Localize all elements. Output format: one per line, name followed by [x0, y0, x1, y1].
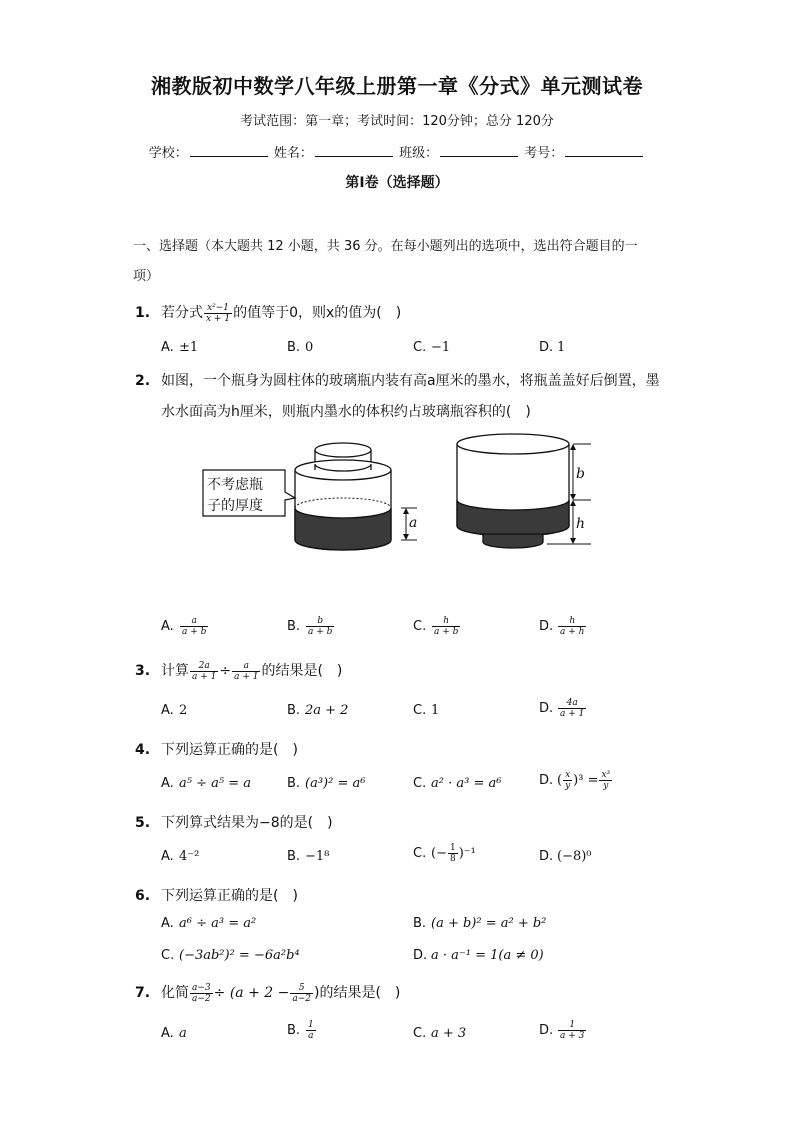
q7-option-a[interactable]: [161, 1026, 187, 1041]
frac-den: a + 1: [560, 709, 585, 719]
option-letter: A.: [161, 340, 174, 355]
page-title: 湘教版初中数学八年级上册第一章《分式》单元测试卷: [151, 74, 643, 98]
option-value: 1: [431, 703, 440, 718]
section-heading: 一、选择题（本大题共 12 小题，共 36 分。在每小题列出的选项中，选出符合题目的一: [133, 239, 638, 254]
option-value: a · a⁻¹ = 1(a ≠ 0): [431, 948, 544, 963]
option-fraction: [558, 1020, 586, 1041]
question-number: 2.: [135, 373, 151, 389]
option-value: −1: [431, 340, 451, 355]
q6-option-d[interactable]: [413, 948, 544, 963]
q3-fraction-1: [190, 661, 218, 682]
frac-den: a + 1: [192, 671, 217, 682]
option-value: 0: [305, 340, 314, 355]
option-letter: C.: [413, 1026, 427, 1041]
q6-option-a[interactable]: [161, 916, 256, 931]
frac-den: a + b: [182, 627, 207, 637]
part-title: 第I卷（选择题）: [345, 175, 449, 191]
option-post: )⁻¹: [458, 846, 476, 861]
q5-option-b[interactable]: [287, 849, 329, 864]
frac-num: 1: [308, 1020, 314, 1030]
section-heading-cont: 项）: [133, 269, 160, 284]
frac-den: 8: [449, 854, 456, 864]
q1-option-d[interactable]: [539, 340, 565, 355]
option-fraction: [306, 616, 334, 637]
q3-option-b[interactable]: [287, 703, 348, 718]
q7-text-mid: ÷ (a + 2 −: [213, 985, 290, 1001]
bottle-figure: [195, 430, 595, 555]
label-a: a: [409, 515, 418, 531]
option-value: a⁶ ÷ a³ = a²: [179, 916, 257, 931]
question-number: 7.: [135, 985, 151, 1001]
q4-option-c[interactable]: [413, 776, 501, 791]
q3-option-d[interactable]: [539, 698, 587, 719]
option-letter: B.: [287, 340, 301, 355]
frac-num: b: [306, 616, 334, 627]
option-value: (a³)² = a⁶: [305, 776, 366, 791]
frac-den: a: [308, 1031, 314, 1041]
option-fraction: [448, 843, 458, 864]
option-fraction: [432, 616, 460, 637]
option-letter: D.: [539, 701, 554, 716]
frac-num: a: [180, 616, 208, 627]
frac-den: y: [565, 781, 571, 791]
q5-option-a[interactable]: [161, 849, 199, 864]
frac-num: 5: [290, 983, 313, 994]
q4-option-a[interactable]: [161, 776, 251, 791]
q5-option-d[interactable]: [539, 849, 592, 864]
q4-text: 下列运算正确的是( ): [161, 742, 298, 758]
option-letter: C.: [413, 846, 427, 861]
option-fraction: [563, 770, 572, 791]
option-letter: A.: [161, 776, 174, 791]
frac-den: a + b: [434, 627, 459, 637]
callout-note: [203, 470, 295, 516]
divide-sign: ÷: [219, 663, 232, 679]
question-number: 5.: [135, 815, 151, 831]
name-blank[interactable]: [315, 144, 393, 157]
q1-option-c[interactable]: [413, 340, 450, 355]
frac-num: 1: [558, 1020, 586, 1031]
class-blank[interactable]: [440, 144, 518, 157]
q5-option-c[interactable]: C. (− $\frac{1}{8}$ )⁻¹: [413, 843, 476, 864]
q1-option-a[interactable]: [161, 340, 198, 355]
option-letter: A.: [161, 849, 174, 864]
option-letter: C.: [161, 948, 175, 963]
frac-num: h: [558, 616, 586, 627]
option-letter: C.: [413, 703, 427, 718]
frac-num: a: [232, 661, 260, 672]
option-fraction: [180, 616, 208, 637]
option-fraction: [558, 698, 586, 719]
frac-num: h: [432, 616, 460, 627]
frac-den: a + b: [308, 627, 333, 637]
option-letter: A.: [161, 619, 174, 634]
option-letter: C.: [413, 340, 427, 355]
q2-text-line1: 如图，一个瓶身为圆柱体的玻璃瓶内装有高a厘米的墨水，将瓶盖盖好后倒置，墨: [161, 373, 660, 389]
class-label: 班级：: [399, 146, 439, 161]
frac-den: a + h: [560, 627, 585, 637]
option-mid: )³ =: [573, 773, 599, 788]
exam-subtitle: 考试范围：第一章；考试时间：120分钟；总分 120分: [240, 114, 554, 129]
q3-option-a[interactable]: [161, 703, 187, 718]
option-letter: D.: [539, 773, 554, 788]
frac-num: x³: [601, 770, 611, 780]
question-5: [135, 812, 333, 832]
q1-fraction: [204, 303, 232, 324]
q4-option-b[interactable]: [287, 776, 365, 791]
option-fraction: [558, 616, 586, 637]
frac-den: a + 3: [560, 1031, 585, 1041]
question-7: [135, 982, 400, 1004]
option-letter: B.: [287, 619, 301, 634]
option-fraction: [306, 1020, 316, 1041]
option-letter: B.: [287, 1023, 301, 1038]
q2-text-line2: 水水面高为h厘米，则瓶内墨水的体积约占玻璃瓶容积的( ): [161, 404, 531, 420]
school-blank[interactable]: [190, 144, 268, 157]
option-letter: A.: [161, 1026, 174, 1041]
option-letter: D.: [413, 948, 428, 963]
option-letter: B.: [413, 916, 427, 931]
name-label: 姓名：: [273, 146, 313, 161]
callout-line1: 不考虑瓶: [207, 477, 263, 493]
frac-num: x: [563, 770, 572, 781]
callout-line2: 子的厚度: [207, 498, 263, 514]
question-number: 3.: [135, 663, 151, 679]
frac-num: a−3: [192, 982, 211, 993]
q4-option-d[interactable]: D. ( $\frac{x}{y}$ )³ = $\frac{\text{x³}}{y}$: [539, 770, 611, 791]
option-letter: B.: [287, 849, 301, 864]
option-letter: D.: [539, 619, 554, 634]
q1-frac-num: x²−1: [204, 303, 232, 314]
question-4: [135, 739, 298, 759]
q3-text-post: 的结果是( ): [261, 663, 343, 679]
student-info-line: [0, 142, 794, 161]
option-value: −1⁸: [305, 849, 330, 864]
question-number: 1.: [135, 305, 151, 321]
q7-fraction-1: [190, 983, 213, 1004]
q7-text-pre: 化简: [161, 985, 189, 1001]
option-letter: C.: [413, 776, 427, 791]
frac-num: 4a: [558, 698, 586, 709]
q7-option-b[interactable]: [287, 1020, 317, 1041]
option-value: a: [179, 1026, 187, 1041]
option-letter: B.: [287, 776, 301, 791]
option-letter: C.: [413, 619, 427, 634]
option-letter: B.: [287, 703, 301, 718]
frac-den: a−2: [192, 993, 211, 1004]
q1-option-b[interactable]: [287, 340, 313, 355]
option-value: (−3ab²)² = −6a²b⁴: [179, 948, 300, 963]
frac-den: y: [603, 781, 609, 791]
option-value: 4⁻²: [179, 849, 200, 864]
q1-frac-den: x + 1: [206, 313, 231, 324]
option-value: ±1: [179, 340, 199, 355]
school-label: 学校：: [148, 146, 188, 161]
q5-text: 下列算式结果为−8的是( ): [161, 815, 333, 831]
option-letter: D.: [539, 1023, 554, 1038]
option-letter: D.: [539, 340, 554, 355]
upright-bottle: [295, 443, 417, 550]
inverted-bottle: [457, 434, 591, 548]
option-value: 1: [557, 340, 566, 355]
question-6: [135, 885, 298, 905]
question-number: 4.: [135, 742, 151, 758]
frac-num: 1: [449, 843, 456, 853]
label-h: h: [576, 516, 586, 532]
option-value: 2a + 2: [305, 703, 349, 718]
frac-den: a−2: [292, 993, 311, 1004]
q7-option-c[interactable]: [413, 1026, 466, 1041]
number-label: 考号：: [524, 146, 564, 161]
question-2: [135, 370, 660, 390]
q2-option-d[interactable]: [539, 616, 587, 637]
option-value: a² · a³ = a⁶: [431, 776, 502, 791]
q7-text-post: )的结果是( ): [314, 985, 401, 1001]
q1-text-pre: 若分式: [161, 305, 203, 321]
option-fraction-2: [599, 770, 612, 791]
q1-text-post: 的值等于0，则x的值为( ): [233, 305, 402, 321]
option-value: 2: [179, 703, 188, 718]
option-value: (−8)⁰: [557, 849, 592, 864]
question-3: [135, 660, 342, 682]
q6-text: 下列运算正确的是( ): [161, 888, 298, 904]
q2-option-a[interactable]: [161, 616, 209, 637]
number-blank[interactable]: [565, 144, 643, 157]
q2-option-c[interactable]: [413, 616, 461, 637]
q6-option-c[interactable]: [161, 948, 300, 963]
q7-option-d[interactable]: [539, 1020, 587, 1041]
q3-option-c[interactable]: [413, 703, 439, 718]
q7-fraction-2: [290, 983, 313, 1004]
frac-num: 2a: [190, 661, 218, 672]
question-number: 6.: [135, 888, 151, 904]
label-b: b: [576, 466, 585, 482]
option-value: a⁵ ÷ a⁵ = a: [179, 776, 251, 791]
q6-option-b[interactable]: [413, 916, 546, 931]
option-letter: D.: [539, 849, 554, 864]
option-value: (a + b)² = a² + b²: [431, 916, 547, 931]
option-letter: A.: [161, 703, 174, 718]
question-1: [135, 302, 401, 324]
option-value: a + 3: [431, 1026, 467, 1041]
option-letter: A.: [161, 916, 174, 931]
q3-text-pre: 计算: [161, 663, 189, 679]
frac-den: a + 1: [234, 671, 259, 682]
q3-fraction-2: [232, 661, 260, 682]
q2-option-b[interactable]: [287, 616, 335, 637]
